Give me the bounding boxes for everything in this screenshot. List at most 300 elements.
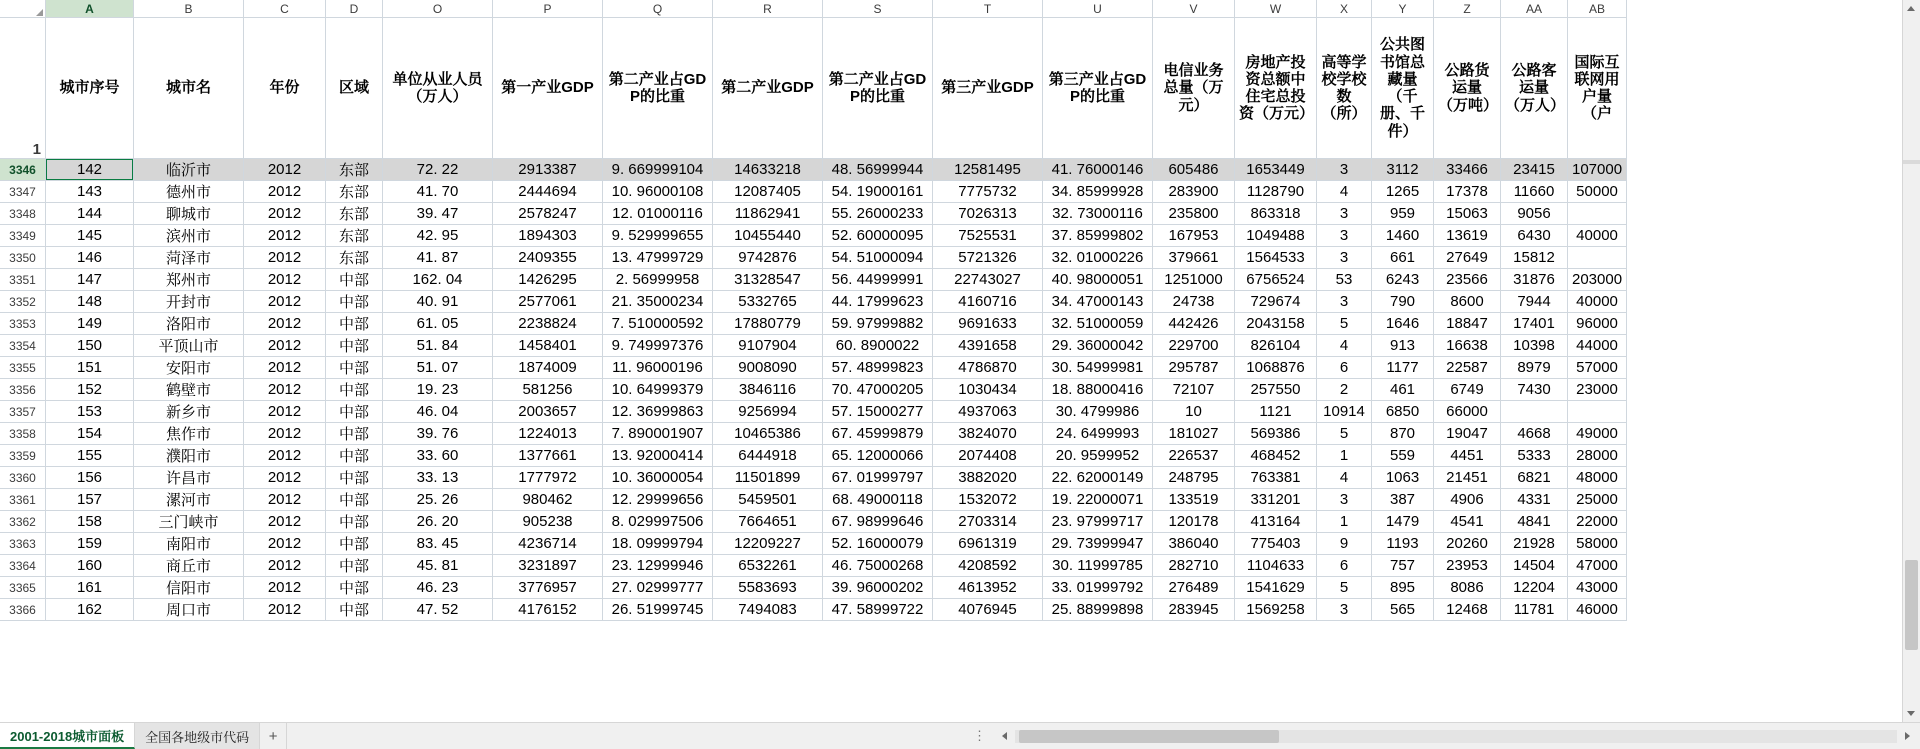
table-cell[interactable]: 2. 56999958 <box>603 269 713 291</box>
table-cell[interactable]: 16638 <box>1434 335 1501 357</box>
table-cell[interactable]: 54. 19000161 <box>823 181 933 203</box>
table-cell[interactable]: 开封市 <box>134 291 244 313</box>
table-cell[interactable]: 70. 47000205 <box>823 379 933 401</box>
table-cell[interactable]: 2012 <box>244 489 326 511</box>
table-cell[interactable]: 11. 96000196 <box>603 357 713 379</box>
table-cell[interactable]: 57. 15000277 <box>823 401 933 423</box>
table-cell[interactable]: 12468 <box>1434 599 1501 621</box>
table-cell[interactable]: 8979 <box>1501 357 1568 379</box>
table-cell[interactable]: 3 <box>1317 203 1372 225</box>
table-cell[interactable]: 58000 <box>1568 533 1627 555</box>
table-cell[interactable]: 461 <box>1372 379 1434 401</box>
table-cell[interactable]: 22. 62000149 <box>1043 467 1153 489</box>
table-cell[interactable]: 漯河市 <box>134 489 244 511</box>
table-cell[interactable]: 67. 01999797 <box>823 467 933 489</box>
row-header-3349[interactable]: 3349 <box>0 225 46 247</box>
table-cell[interactable]: 235800 <box>1153 203 1235 225</box>
table-cell[interactable]: 6850 <box>1372 401 1434 423</box>
table-cell[interactable]: 11660 <box>1501 181 1568 203</box>
table-cell[interactable]: 菏泽市 <box>134 247 244 269</box>
column-header-T[interactable]: T <box>933 0 1043 18</box>
table-cell[interactable]: 39. 76 <box>383 423 493 445</box>
table-cell[interactable]: 1377661 <box>493 445 603 467</box>
table-cell[interactable]: 2012 <box>244 269 326 291</box>
table-cell[interactable] <box>1568 401 1627 423</box>
header-cell[interactable]: 第二产业GDP <box>713 18 823 159</box>
row-header-3357[interactable]: 3357 <box>0 401 46 423</box>
table-cell[interactable]: 159 <box>46 533 134 555</box>
table-cell[interactable]: 24738 <box>1153 291 1235 313</box>
table-cell[interactable]: 65. 12000066 <box>823 445 933 467</box>
table-cell[interactable]: 4176152 <box>493 599 603 621</box>
table-cell[interactable]: 26. 20 <box>383 511 493 533</box>
table-cell[interactable]: 10465386 <box>713 423 823 445</box>
table-cell[interactable]: 郑州市 <box>134 269 244 291</box>
table-cell[interactable]: 1532072 <box>933 489 1043 511</box>
table-cell[interactable]: 387 <box>1372 489 1434 511</box>
table-cell[interactable]: 15063 <box>1434 203 1501 225</box>
table-cell[interactable]: 4668 <box>1501 423 1568 445</box>
table-cell[interactable]: 27. 02999777 <box>603 577 713 599</box>
table-cell[interactable]: 48. 56999944 <box>823 159 933 181</box>
table-cell[interactable]: 12087405 <box>713 181 823 203</box>
table-cell[interactable]: 7494083 <box>713 599 823 621</box>
column-header-W[interactable]: W <box>1235 0 1317 18</box>
table-cell[interactable]: 13. 92000414 <box>603 445 713 467</box>
table-cell[interactable]: 33466 <box>1434 159 1501 181</box>
table-row[interactable] <box>0 203 1627 225</box>
table-cell[interactable]: 863318 <box>1235 203 1317 225</box>
table-cell[interactable]: 4236714 <box>493 533 603 555</box>
table-cell[interactable]: 3 <box>1317 291 1372 313</box>
column-header-X[interactable]: X <box>1317 0 1372 18</box>
table-cell[interactable]: 2012 <box>244 225 326 247</box>
table-cell[interactable]: 17880779 <box>713 313 823 335</box>
table-cell[interactable]: 15812 <box>1501 247 1568 269</box>
header-cell[interactable]: 国际互联网用户量（户 <box>1568 18 1627 159</box>
table-cell[interactable]: 3231897 <box>493 555 603 577</box>
table-cell[interactable]: 2012 <box>244 423 326 445</box>
table-cell[interactable]: 913 <box>1372 335 1434 357</box>
table-cell[interactable]: 德州市 <box>134 181 244 203</box>
table-cell[interactable]: 中部 <box>326 313 383 335</box>
table-cell[interactable]: 1265 <box>1372 181 1434 203</box>
table-cell[interactable]: 21928 <box>1501 533 1568 555</box>
table-cell[interactable]: 46. 23 <box>383 577 493 599</box>
table-cell[interactable]: 中部 <box>326 357 383 379</box>
table-cell[interactable]: 162 <box>46 599 134 621</box>
table-cell[interactable]: 22587 <box>1434 357 1501 379</box>
row-header-3359[interactable]: 3359 <box>0 445 46 467</box>
table-cell[interactable]: 23566 <box>1434 269 1501 291</box>
table-cell[interactable]: 14633218 <box>713 159 823 181</box>
table-cell[interactable]: 66000 <box>1434 401 1501 423</box>
table-cell[interactable]: 283900 <box>1153 181 1235 203</box>
table-cell[interactable]: 6756524 <box>1235 269 1317 291</box>
column-header-Q[interactable]: Q <box>603 0 713 18</box>
column-header-R[interactable]: R <box>713 0 823 18</box>
table-cell[interactable]: 4076945 <box>933 599 1043 621</box>
table-cell[interactable]: 23. 12999946 <box>603 555 713 577</box>
header-cell[interactable]: 第三产业GDP <box>933 18 1043 159</box>
table-cell[interactable]: 282710 <box>1153 555 1235 577</box>
table-cell[interactable]: 中部 <box>326 599 383 621</box>
table-cell[interactable]: 2012 <box>244 357 326 379</box>
table-cell[interactable]: 平顶山市 <box>134 335 244 357</box>
table-cell[interactable]: 1251000 <box>1153 269 1235 291</box>
table-cell[interactable]: 6 <box>1317 357 1372 379</box>
table-cell[interactable]: 152 <box>46 379 134 401</box>
table-cell[interactable]: 2012 <box>244 445 326 467</box>
table-cell[interactable]: 959 <box>1372 203 1434 225</box>
table-cell[interactable]: 2444694 <box>493 181 603 203</box>
table-cell[interactable]: 中部 <box>326 379 383 401</box>
table-cell[interactable]: 46. 75000268 <box>823 555 933 577</box>
table-cell[interactable]: 4 <box>1317 467 1372 489</box>
table-cell[interactable]: 52. 60000095 <box>823 225 933 247</box>
table-row[interactable] <box>0 423 1627 445</box>
table-cell[interactable]: 3112 <box>1372 159 1434 181</box>
table-cell[interactable]: 980462 <box>493 489 603 511</box>
table-cell[interactable]: 5 <box>1317 577 1372 599</box>
table-cell[interactable]: 413164 <box>1235 511 1317 533</box>
table-cell[interactable]: 107000 <box>1568 159 1627 181</box>
table-cell[interactable]: 379661 <box>1153 247 1235 269</box>
table-cell[interactable]: 23. 97999717 <box>1043 511 1153 533</box>
table-cell[interactable]: 31328547 <box>713 269 823 291</box>
table-cell[interactable]: 7525531 <box>933 225 1043 247</box>
table-cell[interactable]: 3 <box>1317 225 1372 247</box>
table-cell[interactable]: 7. 510000592 <box>603 313 713 335</box>
table-cell[interactable]: 东部 <box>326 247 383 269</box>
table-cell[interactable]: 4613952 <box>933 577 1043 599</box>
table-cell[interactable]: 72107 <box>1153 379 1235 401</box>
table-cell[interactable]: 257550 <box>1235 379 1317 401</box>
table-cell[interactable]: 2703314 <box>933 511 1043 533</box>
table-cell[interactable]: 47. 52 <box>383 599 493 621</box>
table-cell[interactable]: 39. 47 <box>383 203 493 225</box>
table-cell[interactable]: 7430 <box>1501 379 1568 401</box>
table-cell[interactable]: 10398 <box>1501 335 1568 357</box>
table-cell[interactable]: 661 <box>1372 247 1434 269</box>
table-cell[interactable]: 17401 <box>1501 313 1568 335</box>
header-cell[interactable]: 公共图书馆总藏量（千册、千件） <box>1372 18 1434 159</box>
table-cell[interactable]: 4208592 <box>933 555 1043 577</box>
table-cell[interactable]: 3882020 <box>933 467 1043 489</box>
header-cell[interactable]: 第二产业占GDP的比重 <box>823 18 933 159</box>
header-cell[interactable]: 单位从业人员（万人） <box>383 18 493 159</box>
table-cell[interactable]: 39. 96000202 <box>823 577 933 599</box>
table-cell[interactable]: 226537 <box>1153 445 1235 467</box>
table-cell[interactable]: 30. 54999981 <box>1043 357 1153 379</box>
table-cell[interactable]: 鹤壁市 <box>134 379 244 401</box>
table-cell[interactable]: 12. 01000116 <box>603 203 713 225</box>
column-header-V[interactable]: V <box>1153 0 1235 18</box>
table-cell[interactable]: 12581495 <box>933 159 1043 181</box>
table-cell[interactable]: 2012 <box>244 335 326 357</box>
table-cell[interactable]: 19047 <box>1434 423 1501 445</box>
row-header-3355[interactable]: 3355 <box>0 357 46 379</box>
table-cell[interactable]: 158 <box>46 511 134 533</box>
table-cell[interactable]: 9008090 <box>713 357 823 379</box>
table-cell[interactable]: 133519 <box>1153 489 1235 511</box>
header-cell[interactable]: 城市序号 <box>46 18 134 159</box>
table-cell[interactable]: 12209227 <box>713 533 823 555</box>
table-cell[interactable]: 148 <box>46 291 134 313</box>
table-cell[interactable]: 50000 <box>1568 181 1627 203</box>
row-header-3363[interactable]: 3363 <box>0 533 46 555</box>
table-cell[interactable]: 96000 <box>1568 313 1627 335</box>
table-cell[interactable]: 12. 29999656 <box>603 489 713 511</box>
table-cell[interactable]: 31876 <box>1501 269 1568 291</box>
table-cell[interactable]: 4841 <box>1501 511 1568 533</box>
column-header-AA[interactable]: AA <box>1501 0 1568 18</box>
table-cell[interactable]: 83. 45 <box>383 533 493 555</box>
horizontal-scroll-thumb[interactable] <box>1019 730 1279 743</box>
table-cell[interactable]: 8086 <box>1434 577 1501 599</box>
table-cell[interactable]: 中部 <box>326 269 383 291</box>
column-header-S[interactable]: S <box>823 0 933 18</box>
horizontal-scrollbar[interactable] <box>996 723 1920 749</box>
table-cell[interactable]: 1063 <box>1372 467 1434 489</box>
table-cell[interactable]: 565 <box>1372 599 1434 621</box>
table-cell[interactable]: 1193 <box>1372 533 1434 555</box>
table-cell[interactable]: 775403 <box>1235 533 1317 555</box>
vertical-scroll-thumb[interactable] <box>1905 560 1918 650</box>
table-cell[interactable]: 120178 <box>1153 511 1235 533</box>
table-cell[interactable]: 147 <box>46 269 134 291</box>
table-cell[interactable]: 2012 <box>244 159 326 181</box>
table-cell[interactable]: 中部 <box>326 291 383 313</box>
table-cell[interactable]: 1874009 <box>493 357 603 379</box>
table-cell[interactable]: 安阳市 <box>134 357 244 379</box>
table-cell[interactable]: 洛阳市 <box>134 313 244 335</box>
table-row[interactable] <box>0 159 1627 181</box>
table-cell[interactable]: 54. 51000094 <box>823 247 933 269</box>
table-cell[interactable]: 45. 81 <box>383 555 493 577</box>
table-cell[interactable]: 13. 47999729 <box>603 247 713 269</box>
row-header-3347[interactable]: 3347 <box>0 181 46 203</box>
table-cell[interactable]: 4 <box>1317 335 1372 357</box>
overflow-menu-icon[interactable]: ⋮ <box>973 728 988 743</box>
table-cell[interactable]: 30. 4799986 <box>1043 401 1153 423</box>
table-cell[interactable]: 23415 <box>1501 159 1568 181</box>
table-cell[interactable]: 8600 <box>1434 291 1501 313</box>
table-cell[interactable]: 临沂市 <box>134 159 244 181</box>
header-cell[interactable]: 电信业务总量（万元） <box>1153 18 1235 159</box>
table-row[interactable] <box>0 489 1627 511</box>
table-cell[interactable]: 161 <box>46 577 134 599</box>
table-cell[interactable]: 1894303 <box>493 225 603 247</box>
table-cell[interactable]: 23000 <box>1568 379 1627 401</box>
table-cell[interactable]: 1030434 <box>933 379 1043 401</box>
table-cell[interactable]: 57000 <box>1568 357 1627 379</box>
table-cell[interactable]: 6532261 <box>713 555 823 577</box>
sheet-tab-strip[interactable] <box>0 723 260 749</box>
table-cell[interactable]: 1460 <box>1372 225 1434 247</box>
table-cell[interactable]: 44000 <box>1568 335 1627 357</box>
table-cell[interactable]: 826104 <box>1235 335 1317 357</box>
column-header-O[interactable]: O <box>383 0 493 18</box>
table-cell[interactable]: 18. 88000416 <box>1043 379 1153 401</box>
table-row[interactable] <box>0 247 1627 269</box>
table-cell[interactable]: 27649 <box>1434 247 1501 269</box>
row-header-3364[interactable]: 3364 <box>0 555 46 577</box>
table-cell[interactable]: 40. 91 <box>383 291 493 313</box>
table-cell[interactable]: 3 <box>1317 247 1372 269</box>
row-header-3351[interactable]: 3351 <box>0 269 46 291</box>
table-cell[interactable]: 24. 6499993 <box>1043 423 1153 445</box>
table-cell[interactable]: 605486 <box>1153 159 1235 181</box>
table-cell[interactable]: 155 <box>46 445 134 467</box>
table-cell[interactable]: 4160716 <box>933 291 1043 313</box>
table-cell[interactable]: 中部 <box>326 445 383 467</box>
table-cell[interactable]: 2012 <box>244 533 326 555</box>
column-header-P[interactable]: P <box>493 0 603 18</box>
header-cell[interactable]: 公路货运量（万吨） <box>1434 18 1501 159</box>
table-cell[interactable]: 4786870 <box>933 357 1043 379</box>
table-cell[interactable]: 29. 73999947 <box>1043 533 1153 555</box>
table-cell[interactable]: 42. 95 <box>383 225 493 247</box>
table-cell[interactable]: 2012 <box>244 555 326 577</box>
table-cell[interactable]: 10. 64999379 <box>603 379 713 401</box>
table-cell[interactable]: 46. 04 <box>383 401 493 423</box>
table-cell[interactable]: 25000 <box>1568 489 1627 511</box>
table-cell[interactable]: 4937063 <box>933 401 1043 423</box>
table-cell[interactable]: 南阳市 <box>134 533 244 555</box>
table-cell[interactable]: 中部 <box>326 335 383 357</box>
row-header-3366[interactable]: 3366 <box>0 599 46 621</box>
table-cell[interactable]: 55. 26000233 <box>823 203 933 225</box>
table-cell[interactable]: 3 <box>1317 489 1372 511</box>
header-cell[interactable]: 公路客运量（万人） <box>1501 18 1568 159</box>
table-cell[interactable]: 东部 <box>326 203 383 225</box>
table-cell[interactable]: 3776957 <box>493 577 603 599</box>
table-cell[interactable]: 濮阳市 <box>134 445 244 467</box>
table-cell[interactable]: 9. 749997376 <box>603 335 713 357</box>
table-cell[interactable]: 30. 11999785 <box>1043 555 1153 577</box>
table-cell[interactable]: 4451 <box>1434 445 1501 467</box>
sheet-tab-2[interactable]: 全国各地级市代码 <box>135 723 260 749</box>
table-cell[interactable]: 22743027 <box>933 269 1043 291</box>
scroll-split-handle[interactable] <box>1903 160 1920 164</box>
table-cell[interactable]: 7664651 <box>713 511 823 533</box>
table-cell[interactable]: 1426295 <box>493 269 603 291</box>
table-cell[interactable]: 67. 98999646 <box>823 511 933 533</box>
table-cell[interactable]: 3 <box>1317 159 1372 181</box>
table-cell[interactable]: 156 <box>46 467 134 489</box>
table-cell[interactable]: 商丘市 <box>134 555 244 577</box>
table-cell[interactable]: 3846116 <box>713 379 823 401</box>
table-cell[interactable]: 143 <box>46 181 134 203</box>
column-header-Z[interactable]: Z <box>1434 0 1501 18</box>
table-row[interactable] <box>0 269 1627 291</box>
table-cell[interactable]: 386040 <box>1153 533 1235 555</box>
table-cell[interactable]: 43000 <box>1568 577 1627 599</box>
table-cell[interactable]: 9. 529999655 <box>603 225 713 247</box>
table-row[interactable] <box>0 335 1627 357</box>
table-cell[interactable]: 5 <box>1317 313 1372 335</box>
table-cell[interactable]: 三门峡市 <box>134 511 244 533</box>
table-cell[interactable]: 信阳市 <box>134 577 244 599</box>
table-cell[interactable]: 周口市 <box>134 599 244 621</box>
table-cell[interactable]: 32. 73000116 <box>1043 203 1153 225</box>
table-cell[interactable]: 9691633 <box>933 313 1043 335</box>
header-cell[interactable]: 第一产业GDP <box>493 18 603 159</box>
table-cell[interactable]: 41. 87 <box>383 247 493 269</box>
table-cell[interactable]: 9. 669999104 <box>603 159 713 181</box>
table-row[interactable] <box>0 313 1627 335</box>
table-cell[interactable]: 442426 <box>1153 313 1235 335</box>
table-row[interactable] <box>0 445 1627 467</box>
table-row[interactable] <box>0 225 1627 247</box>
table-row[interactable] <box>0 291 1627 313</box>
scroll-right-arrow-icon[interactable] <box>1899 728 1916 745</box>
table-cell[interactable]: 2913387 <box>493 159 603 181</box>
table-cell[interactable]: 203000 <box>1568 269 1627 291</box>
table-cell[interactable]: 6821 <box>1501 467 1568 489</box>
table-cell[interactable]: 57. 48999823 <box>823 357 933 379</box>
table-cell[interactable]: 2012 <box>244 599 326 621</box>
table-cell[interactable]: 5721326 <box>933 247 1043 269</box>
table-row[interactable] <box>0 357 1627 379</box>
row-header-3354[interactable]: 3354 <box>0 335 46 357</box>
table-cell[interactable]: 7775732 <box>933 181 1043 203</box>
table-cell[interactable]: 滨州市 <box>134 225 244 247</box>
table-cell[interactable]: 295787 <box>1153 357 1235 379</box>
table-cell[interactable]: 153 <box>46 401 134 423</box>
table-row[interactable] <box>0 181 1627 203</box>
table-cell[interactable]: 25. 88999898 <box>1043 599 1153 621</box>
row-header-1[interactable]: 1 <box>0 18 46 159</box>
table-cell[interactable]: 1479 <box>1372 511 1434 533</box>
table-cell[interactable]: 许昌市 <box>134 467 244 489</box>
table-cell[interactable]: 569386 <box>1235 423 1317 445</box>
row-header-3348[interactable]: 3348 <box>0 203 46 225</box>
table-cell[interactable]: 167953 <box>1153 225 1235 247</box>
header-cell[interactable]: 第三产业占GDP的比重 <box>1043 18 1153 159</box>
table-cell[interactable]: 729674 <box>1235 291 1317 313</box>
table-cell[interactable]: 68. 49000118 <box>823 489 933 511</box>
table-cell[interactable]: 763381 <box>1235 467 1317 489</box>
table-cell[interactable]: 1646 <box>1372 313 1434 335</box>
table-cell[interactable]: 2012 <box>244 577 326 599</box>
column-header-Y[interactable]: Y <box>1372 0 1434 18</box>
table-cell[interactable]: 154 <box>46 423 134 445</box>
table-row[interactable] <box>0 401 1627 423</box>
table-cell[interactable]: 中部 <box>326 533 383 555</box>
table-cell[interactable]: 2003657 <box>493 401 603 423</box>
row-header-3358[interactable]: 3358 <box>0 423 46 445</box>
table-cell[interactable]: 18. 09999794 <box>603 533 713 555</box>
table-row[interactable] <box>0 555 1627 577</box>
table-cell[interactable]: 22000 <box>1568 511 1627 533</box>
table-cell[interactable]: 47000 <box>1568 555 1627 577</box>
row-header-3361[interactable]: 3361 <box>0 489 46 511</box>
table-cell[interactable]: 2012 <box>244 181 326 203</box>
table-cell[interactable]: 2012 <box>244 401 326 423</box>
table-cell[interactable]: 581256 <box>493 379 603 401</box>
table-cell[interactable]: 5332765 <box>713 291 823 313</box>
table-cell[interactable]: 61. 05 <box>383 313 493 335</box>
column-header-D[interactable]: D <box>326 0 383 18</box>
table-cell[interactable]: 1541629 <box>1235 577 1317 599</box>
table-cell[interactable]: 25. 26 <box>383 489 493 511</box>
table-cell[interactable]: 9 <box>1317 533 1372 555</box>
table-cell[interactable]: 32. 51000059 <box>1043 313 1153 335</box>
row-header-3365[interactable]: 3365 <box>0 577 46 599</box>
table-cell[interactable]: 41. 70 <box>383 181 493 203</box>
